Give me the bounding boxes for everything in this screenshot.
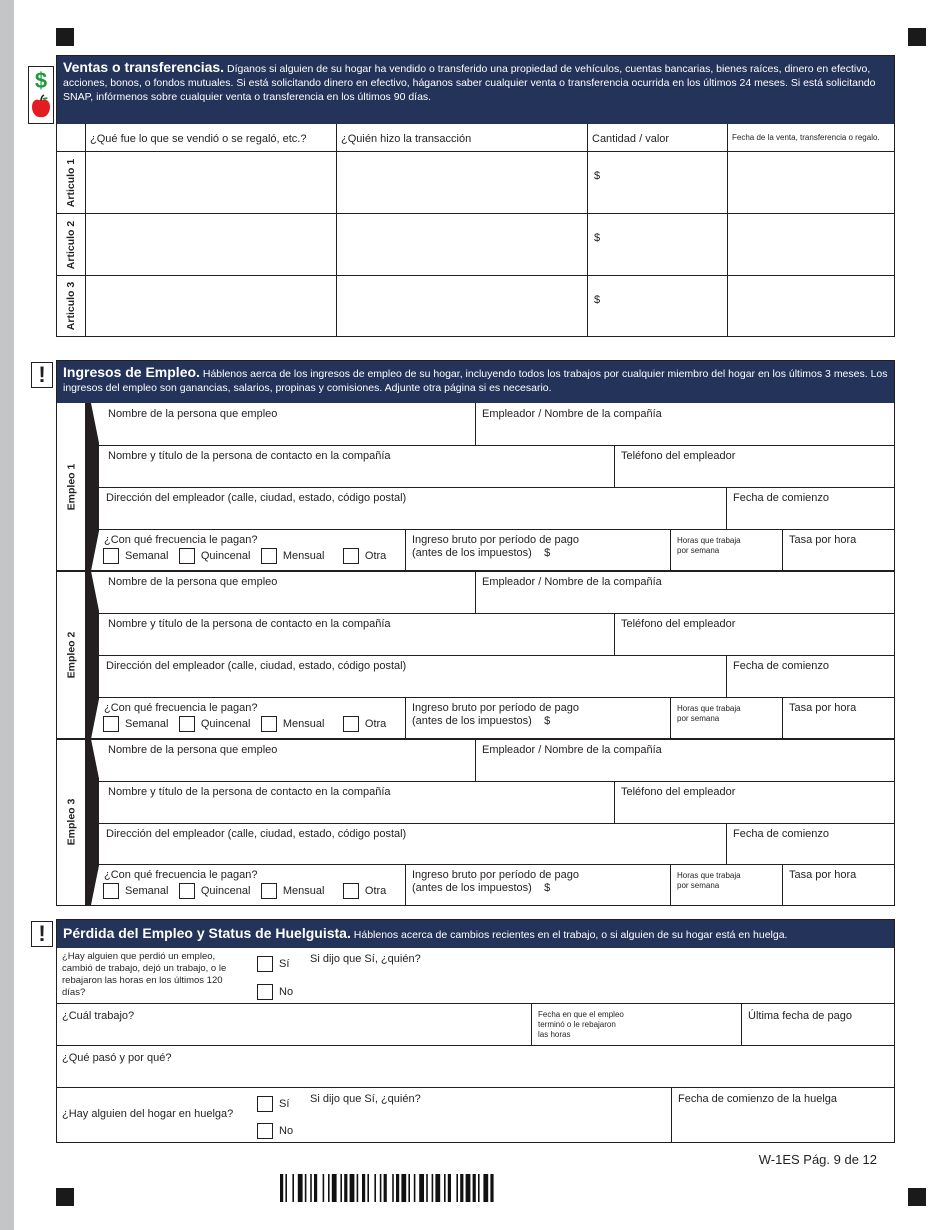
section-title: Pérdida del Empleo y Status de Huelguista. bbox=[63, 925, 351, 941]
currency-symbol: $ bbox=[594, 170, 601, 182]
address-label: Dirección del empleador (calle, ciudad, estado, código postal) bbox=[106, 828, 407, 840]
yes-label: Sí bbox=[279, 958, 290, 970]
person-name-label: Nombre de la persona que empleo bbox=[108, 576, 278, 588]
address-label: Dirección del empleador (calle, ciudad, estado, código postal) bbox=[106, 660, 407, 672]
row-label: Articulo 1 bbox=[65, 158, 77, 207]
registration-mark bbox=[56, 28, 74, 46]
job-loss-strike-section bbox=[56, 919, 895, 1143]
exclamation-icon: ! bbox=[31, 362, 53, 388]
checkbox-other[interactable] bbox=[343, 548, 359, 564]
contact-label: Nombre y título de la persona de contacto en la compañía bbox=[108, 618, 391, 630]
who-input[interactable] bbox=[457, 950, 893, 1002]
section-title: Ingresos de Empleo. bbox=[63, 364, 200, 380]
hours-label: Horas que trabaja por semana bbox=[677, 536, 741, 555]
employer-name-label: Empleador / Nombre de la compañía bbox=[482, 744, 662, 756]
column-header-date: Fecha de la venta, transferencia o regalo. bbox=[732, 133, 880, 142]
checkbox-biweekly[interactable] bbox=[179, 716, 195, 732]
which-job-label: ¿Cuál trabajo? bbox=[62, 1010, 135, 1022]
pay-frequency-label: ¿Con qué frecuencia le pagan? bbox=[104, 869, 258, 881]
currency-symbol: $ bbox=[594, 232, 601, 244]
registration-mark bbox=[56, 1188, 74, 1206]
section-title: Ventas o transferencias. bbox=[63, 59, 225, 75]
column-header-who: ¿Quién hizo la transacción bbox=[341, 133, 472, 145]
job-block bbox=[57, 571, 894, 739]
section-header bbox=[57, 361, 894, 403]
end-date-label: Fecha en que el empleo terminó o le rebajaron las horas bbox=[538, 1010, 624, 1039]
section-header bbox=[57, 920, 894, 948]
job-change-question: ¿Hay alguien que perdió un empleo, cambió de trabajo, dejó un trabajo, o le rebajaron las horas en los últimos 120 días? bbox=[62, 951, 227, 998]
checkbox-biweekly[interactable] bbox=[179, 548, 195, 564]
exclamation-icon: ! bbox=[31, 921, 53, 947]
checkbox-other[interactable] bbox=[343, 716, 359, 732]
item-input[interactable] bbox=[86, 152, 336, 213]
yes-label: Sí bbox=[279, 1098, 290, 1110]
page-margin-bar bbox=[0, 0, 14, 1230]
pay-frequency-options: Semanal Quincenal Mensual Otra bbox=[103, 716, 392, 737]
page-number: W-1ES Pág. 9 de 12 bbox=[758, 1152, 877, 1167]
start-date-label: Fecha de comienzo bbox=[733, 828, 829, 840]
address-label: Dirección del empleador (calle, ciudad, estado, código postal) bbox=[106, 492, 407, 504]
contact-label: Nombre y título de la persona de contacto en la compañía bbox=[108, 450, 391, 462]
strike-who-label: Si dijo que Sí, ¿quién? bbox=[310, 1093, 421, 1105]
phone-label: Teléfono del empleador bbox=[621, 450, 736, 462]
job-label: Empleo 1 bbox=[65, 463, 77, 511]
who-label: Si dijo que Sí, ¿quién? bbox=[310, 953, 421, 965]
column-header-amount: Cantidad / valor bbox=[592, 133, 670, 145]
hours-label: Horas que trabaja por semana bbox=[677, 871, 741, 890]
what-happened-label: ¿Qué pasó y por qué? bbox=[62, 1052, 172, 1064]
section-description: Díganos si alguien de su hogar ha vendido o transferido una propiedad de vehículos, cuentas bancarias, bienes raíces, dinero en efectivo, acciones, bonos, o fondos mutuales. Si está solicitando dinero en efectivo, háganos saber cualquier venta o transferencia ocurrida en los últimos 24 meses. Si está solicitando SNAP, infórmenos sobre cualquier venta o transferencia en los últimos 90 días. bbox=[63, 63, 876, 103]
strike-question: ¿Hay alguien del hogar en huelga? bbox=[62, 1108, 234, 1120]
gross-income-label: Ingreso bruto por período de pago (antes de los impuestos) $ bbox=[412, 534, 579, 559]
section-header bbox=[57, 56, 894, 124]
dollar-sign-icon: $ bbox=[34, 68, 48, 93]
no-label: No bbox=[279, 986, 294, 998]
hourly-rate-label: Tasa por hora bbox=[789, 702, 857, 714]
job-label: Empleo 2 bbox=[65, 631, 77, 679]
gross-income-label: Ingreso bruto por período de pago (antes de los impuestos) $ bbox=[412, 869, 579, 894]
program-icons bbox=[28, 66, 54, 124]
start-date-label: Fecha de comienzo bbox=[733, 492, 829, 504]
section-description: Háblenos acerca de cambios recientes en el trabajo, o si alguien de su hogar está en huelga. bbox=[353, 929, 788, 941]
registration-mark bbox=[908, 1188, 926, 1206]
checkbox-weekly[interactable] bbox=[103, 883, 119, 899]
currency-symbol: $ bbox=[594, 294, 601, 306]
job-loss-table bbox=[57, 948, 894, 1142]
pay-frequency-label: ¿Con qué frecuencia le pagan? bbox=[104, 534, 258, 546]
contact-label: Nombre y título de la persona de contacto en la compañía bbox=[108, 786, 391, 798]
row-label: Articulo 2 bbox=[65, 220, 77, 269]
checkbox-strike-no[interactable] bbox=[257, 1123, 273, 1139]
checkbox-monthly[interactable] bbox=[261, 548, 277, 564]
phone-label: Teléfono del empleador bbox=[621, 786, 736, 798]
checkbox-biweekly[interactable] bbox=[179, 883, 195, 899]
job-label: Empleo 3 bbox=[65, 798, 77, 846]
checkbox-weekly[interactable] bbox=[103, 716, 119, 732]
pay-frequency-options: Semanal Quincenal Mensual Otra bbox=[103, 883, 392, 904]
job-block bbox=[57, 739, 894, 905]
hourly-rate-label: Tasa por hora bbox=[789, 534, 857, 546]
sales-table bbox=[57, 124, 894, 336]
pay-frequency-label: ¿Con qué frecuencia le pagan? bbox=[104, 702, 258, 714]
gross-income-label: Ingreso bruto por período de pago (antes de los impuestos) $ bbox=[412, 702, 579, 727]
person-name-label: Nombre de la persona que empleo bbox=[108, 408, 278, 420]
checkbox-other[interactable] bbox=[343, 883, 359, 899]
employer-name-label: Empleador / Nombre de la compañía bbox=[482, 408, 662, 420]
pay-frequency-options: Semanal Quincenal Mensual Otra bbox=[103, 548, 392, 569]
checkbox-yes[interactable] bbox=[257, 956, 273, 972]
who-input[interactable] bbox=[337, 152, 587, 213]
last-pay-date-label: Última fecha de pago bbox=[748, 1010, 852, 1022]
person-name-label: Nombre de la persona que empleo bbox=[108, 744, 278, 756]
hours-label: Horas que trabaja por semana bbox=[677, 704, 741, 723]
checkbox-weekly[interactable] bbox=[103, 548, 119, 564]
amount-input[interactable] bbox=[588, 152, 727, 213]
strike-start-label: Fecha de comienzo de la huelga bbox=[678, 1093, 837, 1105]
employment-income-section bbox=[56, 360, 895, 906]
registration-mark bbox=[908, 28, 926, 46]
checkbox-strike-yes[interactable] bbox=[257, 1096, 273, 1112]
job-block bbox=[57, 403, 894, 571]
date-input[interactable] bbox=[728, 152, 894, 213]
phone-label: Teléfono del empleador bbox=[621, 618, 736, 630]
start-date-label: Fecha de comienzo bbox=[733, 660, 829, 672]
column-header-item: ¿Qué fue lo que se vendió o se regaló, etc.? bbox=[90, 133, 307, 145]
checkbox-no[interactable] bbox=[257, 984, 273, 1000]
hourly-rate-label: Tasa por hora bbox=[789, 869, 857, 881]
section-description: Háblenos aerca de los ingresos de empleo de su hogar, incluyendo todos los trabajos por cualquier miembro del hogar en los últimos 3 meses. Los ingresos del empleo son ganancias, salarios, propinas y comisiones. Adjunte otra página si es necesario. bbox=[63, 368, 888, 394]
employer-name-label: Empleador / Nombre de la compañía bbox=[482, 576, 662, 588]
sales-transfers-section bbox=[56, 55, 895, 337]
apple-icon bbox=[29, 94, 53, 122]
checkbox-monthly[interactable] bbox=[261, 883, 277, 899]
barcode bbox=[280, 1174, 630, 1202]
row-label: Articulo 3 bbox=[65, 281, 77, 331]
checkbox-monthly[interactable] bbox=[261, 716, 277, 732]
no-label: No bbox=[279, 1125, 294, 1137]
